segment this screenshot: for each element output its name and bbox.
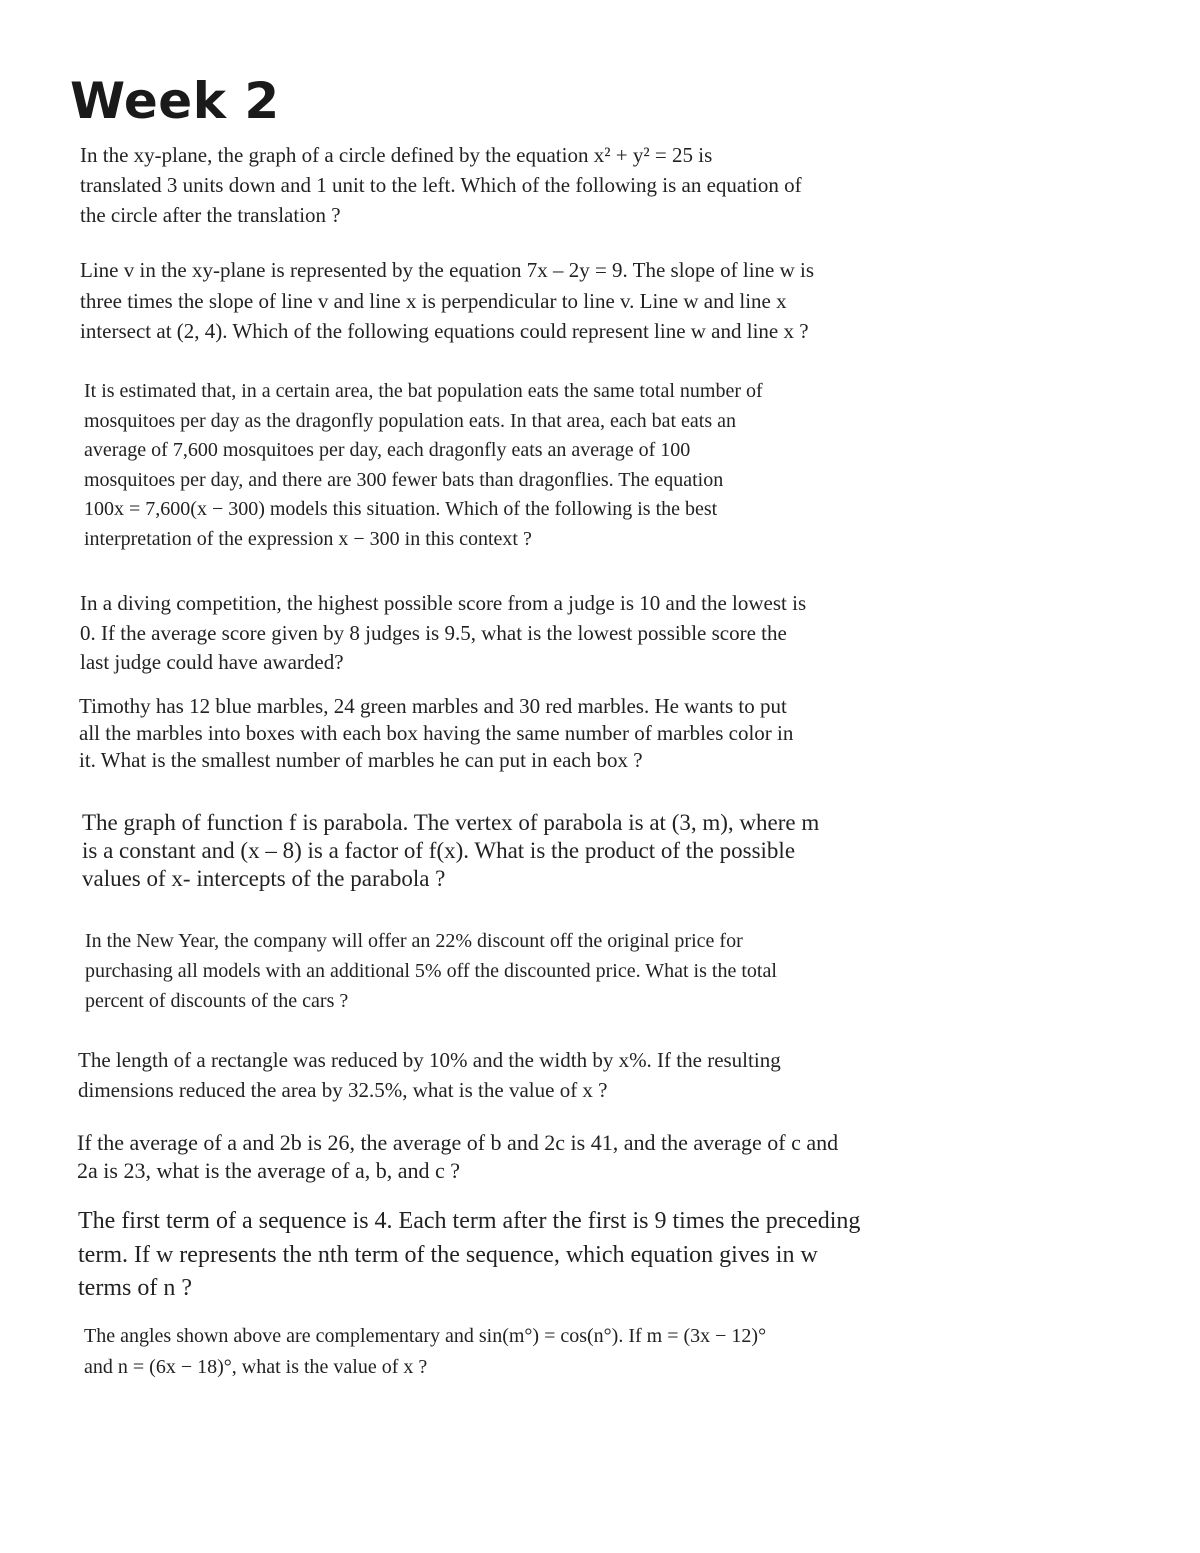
question-line: 0. If the average score given by 8 judges is 9.5, what is the lowest possible score the [80, 620, 787, 645]
question-line: 100x = 7,600(x − 300) models this situation. Which of the following is the best [84, 498, 718, 520]
question-7 [85, 926, 845, 1016]
question-1 [80, 140, 860, 230]
question-line: last judge could have awarded? [80, 650, 344, 674]
question-6 [82, 809, 862, 893]
question-2 [80, 255, 870, 347]
question-line: average of 7,600 mosquitoes per day, each dragonfly eats an average of 100 [84, 439, 691, 461]
question-9 [77, 1129, 877, 1185]
question-line: mosquitoes per day, and there are 300 fewer bats than dragonflies. The equation [84, 468, 724, 491]
question-3 [84, 377, 854, 554]
question-line: the circle after the translation ? [80, 203, 341, 227]
question-line: If the average of a and 2b is 26, the average of b and 2c is 41, and the average of c and [77, 1130, 839, 1155]
question-line: dimensions reduced the area by 32.5%, what is the value of x ? [78, 1078, 608, 1102]
question-8 [78, 1045, 838, 1105]
question-line: translated 3 units down and 1 unit to the left. Which of the following is an equation of [80, 173, 802, 197]
question-line: The length of a rectangle was reduced by 10% and the width by x%. If the resulting [78, 1048, 781, 1072]
question-line: all the marbles into boxes with each box having the same number of marbles color in [79, 721, 794, 745]
question-line: it. What is the smallest number of marbles he can put in each box ? [79, 748, 643, 772]
question-line: percent of discounts of the cars ? [85, 990, 349, 1012]
question-line: three times the slope of line v and line x is perpendicular to line v. Line w and line x [80, 288, 787, 313]
question-line: The first term of a sequence is 4. Each term after the first is 9 times the preceding [78, 1208, 861, 1234]
question-line: values of x- intercepts of the parabola ? [82, 866, 446, 891]
question-line: term. If w represents the nth term of the sequence, which equation gives in w [78, 1241, 818, 1268]
question-line: interpretation of the expression x − 300 in this context ? [84, 527, 532, 550]
question-10 [78, 1205, 898, 1306]
question-11 [84, 1321, 884, 1383]
question-line: intersect at (2, 4). Which of the following equations could represent line w and line x ? [80, 319, 809, 343]
question-line: The graph of function f is parabola. The vertex of parabola is at (3, m), where m [82, 810, 820, 835]
question-line: The angles shown above are complementary and sin(m°) = cos(n°). If m = (3x − 12)° [84, 1325, 767, 1347]
question-line: and n = (6x − 18)°, what is the value of x ? [84, 1356, 428, 1378]
question-line: In the New Year, the company will offer an 22% discount off the original price for [85, 930, 743, 952]
question-line: mosquitoes per day as the dragonfly population eats. In that area, each bat eats an [84, 409, 736, 432]
question-line: purchasing all models with an additional 5% off the discounted price. What is the total [85, 960, 777, 982]
question-line: Line v in the xy-plane is represented by the equation 7x – 2y = 9. The slope of line w is [80, 258, 815, 282]
question-line: terms of n ? [78, 1275, 192, 1301]
question-line: It is estimated that, in a certain area, the bat population eats the same total number of [84, 380, 763, 402]
question-line: 2a is 23, what is the average of a, b, and c ? [77, 1158, 461, 1183]
question-line: Timothy has 12 blue marbles, 24 green marbles and 30 red marbles. He wants to put [79, 694, 787, 718]
question-5 [79, 693, 869, 774]
page-title: Week 2 [70, 72, 280, 130]
question-4 [80, 589, 870, 678]
question-line: is a constant and (x – 8) is a factor of f(x). What is the product of the possible [82, 838, 796, 863]
question-line: In a diving competition, the highest possible score from a judge is 10 and the lowest is [80, 591, 807, 615]
question-line: In the xy-plane, the graph of a circle defined by the equation x² + y² = 25 is [80, 143, 713, 167]
